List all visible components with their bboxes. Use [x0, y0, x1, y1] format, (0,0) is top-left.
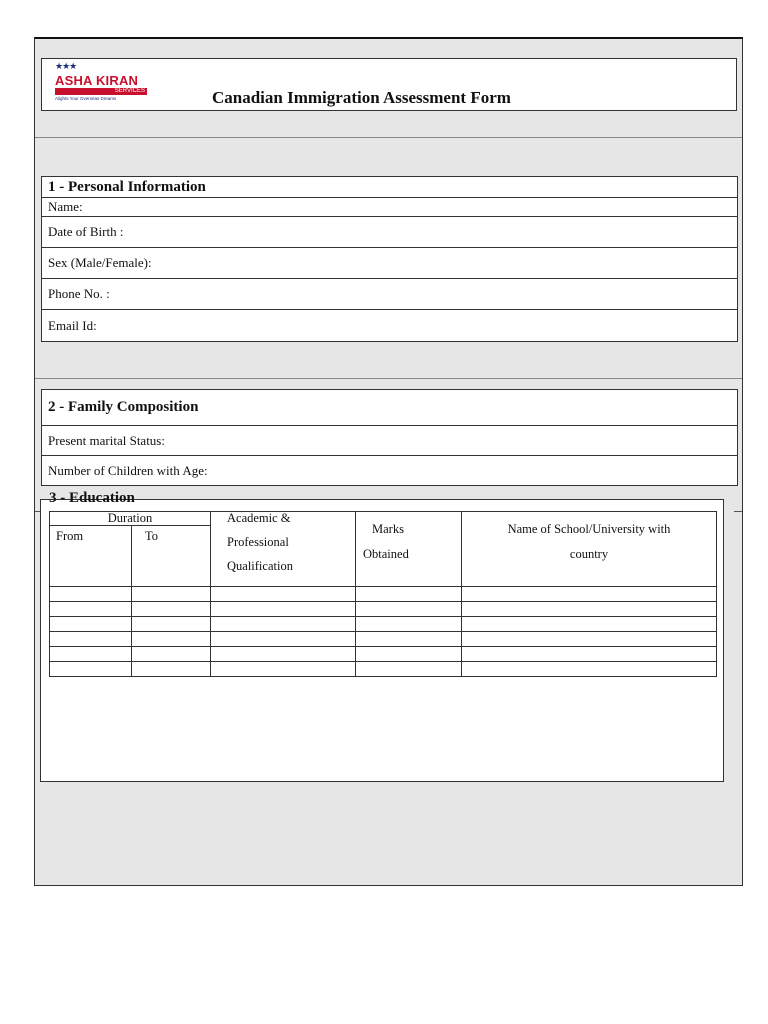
table-cell[interactable] — [50, 587, 132, 602]
table-cell[interactable] — [50, 647, 132, 662]
marks-line-2: Obtained — [363, 547, 409, 561]
table-cell[interactable] — [356, 617, 462, 632]
marks-line-1: Marks — [372, 522, 404, 536]
table-cell[interactable] — [50, 632, 132, 647]
table-cell[interactable] — [132, 587, 211, 602]
from-header: From — [50, 526, 132, 587]
qualification-line-1: Academic & — [227, 511, 291, 525]
field-label: Email Id: — [48, 317, 97, 333]
table-cell[interactable] — [356, 662, 462, 677]
field-label: Phone No. : — [48, 286, 110, 301]
to-header: To — [132, 526, 211, 587]
table-cell[interactable] — [211, 617, 356, 632]
field-label: Sex (Male/Female): — [48, 255, 152, 270]
education-table — [49, 511, 717, 677]
stars-icon: ★★★ — [55, 62, 77, 72]
table-cell[interactable] — [50, 662, 132, 677]
logo-services: SERVICES — [55, 88, 147, 95]
table-header-row — [50, 512, 717, 526]
table-cell[interactable] — [211, 647, 356, 662]
table-cell[interactable] — [50, 617, 132, 632]
table-row — [50, 617, 717, 632]
table-cell[interactable] — [356, 602, 462, 617]
name-field[interactable] — [42, 197, 737, 216]
education-section — [40, 490, 724, 782]
form-title: Canadian Immigration Assessment Form — [212, 88, 511, 107]
table-cell[interactable] — [50, 602, 132, 617]
company-logo — [55, 62, 155, 107]
logo-tagline: Alights Your Overseas Dreams — [55, 96, 117, 101]
table-cell[interactable] — [211, 632, 356, 647]
table-cell[interactable] — [132, 602, 211, 617]
section-title: 3 - Education — [49, 490, 135, 502]
qualification-line-3: Qualification — [227, 559, 293, 573]
section-title: 1 - Personal Information — [48, 178, 206, 195]
table-cell[interactable] — [462, 602, 717, 617]
children-field[interactable] — [42, 455, 737, 485]
table-cell[interactable] — [132, 662, 211, 677]
table-cell[interactable] — [462, 662, 717, 677]
date-of-birth-field[interactable] — [42, 216, 737, 247]
table-cell[interactable] — [356, 587, 462, 602]
duration-header: Duration — [50, 512, 211, 526]
table-row — [50, 647, 717, 662]
marital-status-field[interactable] — [42, 425, 737, 455]
table-cell[interactable] — [462, 647, 717, 662]
family-composition-section — [41, 389, 738, 486]
table-cell[interactable] — [462, 632, 717, 647]
marks-header — [356, 512, 462, 587]
section-header — [42, 177, 737, 197]
school-line-2: country — [569, 547, 609, 561]
divider — [35, 378, 742, 379]
form-page — [34, 37, 743, 886]
divider — [734, 511, 742, 512]
table-row — [50, 662, 717, 677]
table-row — [50, 602, 717, 617]
table-row — [50, 632, 717, 647]
field-label: Date of Birth : — [48, 224, 124, 239]
table-cell[interactable] — [132, 647, 211, 662]
phone-field[interactable] — [42, 278, 737, 309]
field-label: Present marital Status: — [48, 432, 165, 448]
field-label: Name: — [48, 199, 83, 214]
qualification-line-2: Professional — [227, 535, 289, 549]
qualification-header — [211, 512, 356, 587]
table-cell[interactable] — [132, 617, 211, 632]
table-cell[interactable] — [356, 647, 462, 662]
table-cell[interactable] — [132, 632, 211, 647]
table-cell[interactable] — [356, 632, 462, 647]
table-cell[interactable] — [211, 602, 356, 617]
section-header — [42, 390, 737, 425]
table-cell[interactable] — [462, 587, 717, 602]
section-title: 2 - Family Composition — [48, 399, 199, 415]
sex-field[interactable] — [42, 247, 737, 278]
school-line-1: Name of School/University with — [507, 522, 671, 536]
logo-brand: ASHA KIRAN — [55, 73, 139, 88]
table-row — [50, 587, 717, 602]
divider — [35, 137, 742, 138]
table-cell[interactable] — [462, 617, 717, 632]
personal-information-section — [41, 176, 738, 342]
table-cell[interactable] — [211, 587, 356, 602]
field-label: Number of Children with Age: — [48, 462, 208, 478]
table-cell[interactable] — [211, 662, 356, 677]
form-header — [41, 58, 737, 111]
email-field[interactable] — [42, 309, 737, 341]
school-header — [462, 512, 717, 587]
